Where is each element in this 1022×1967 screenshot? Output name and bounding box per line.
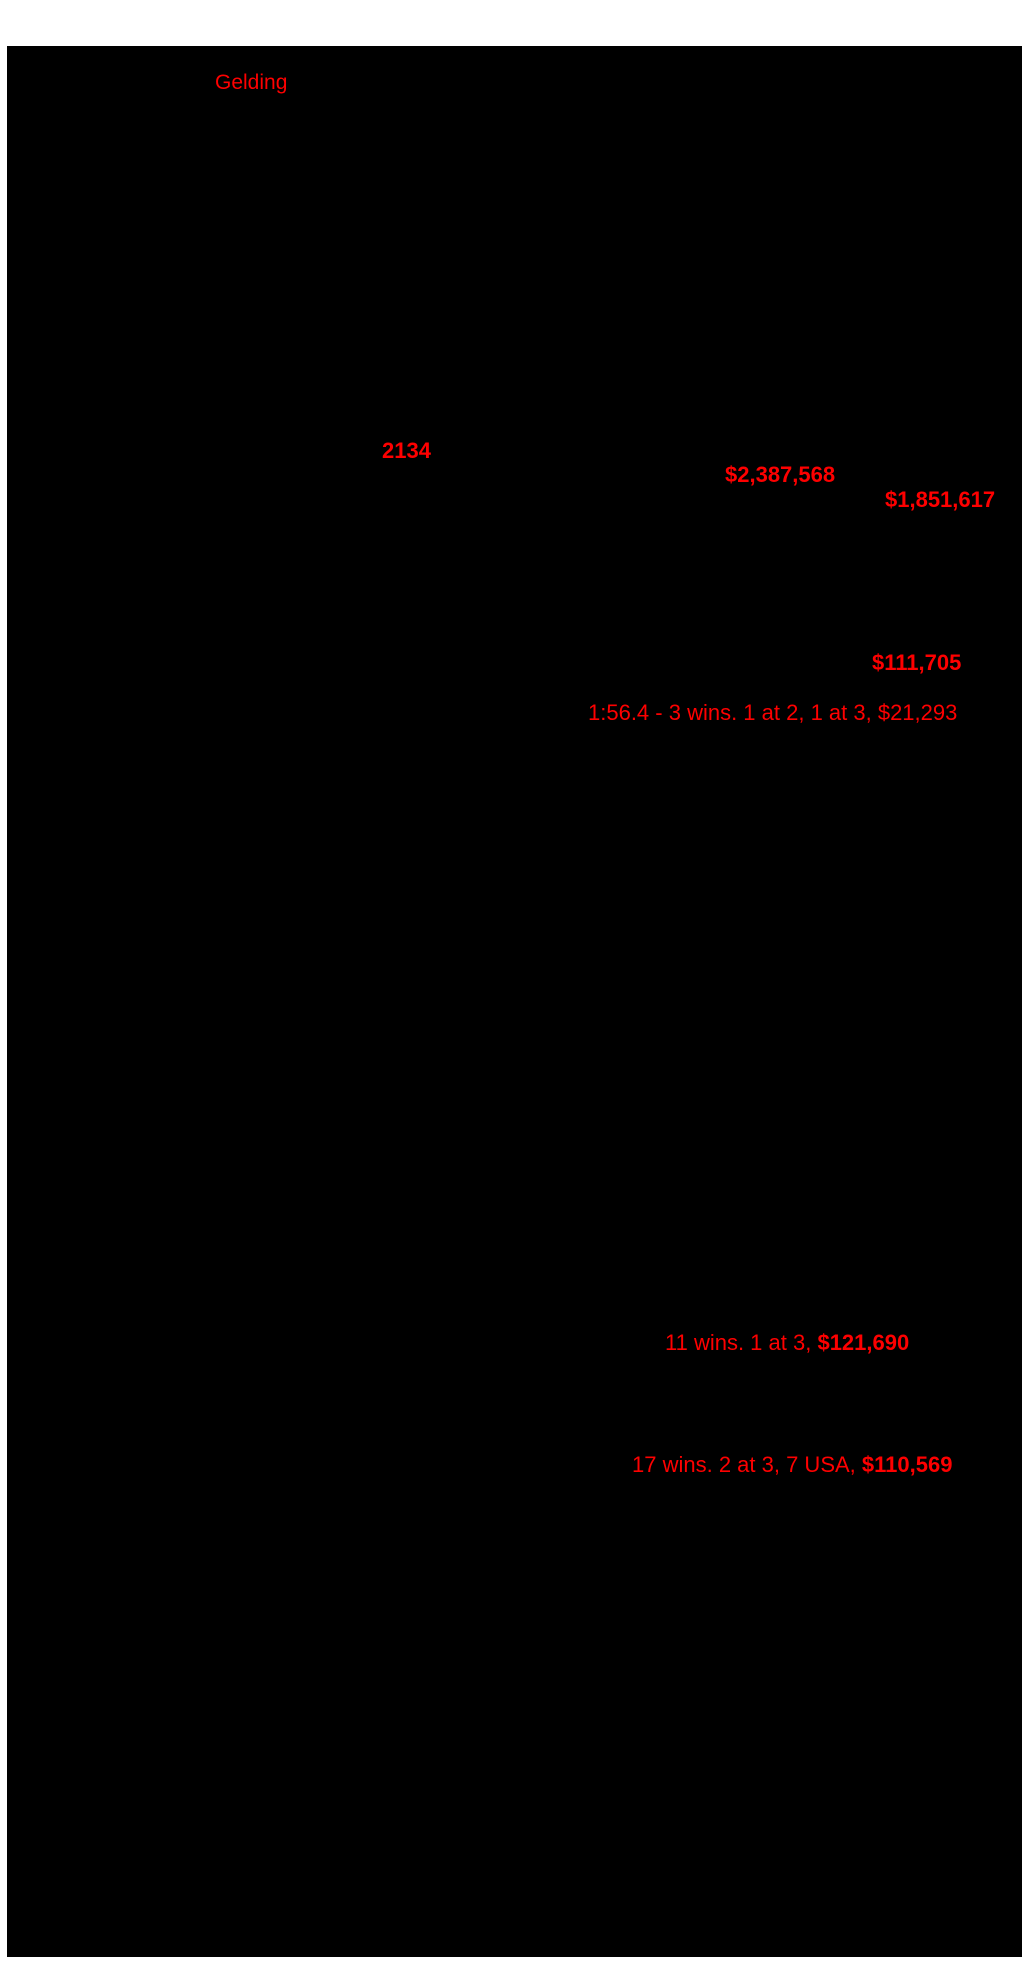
race-record-line-2 (665, 1330, 909, 1356)
race-record-line-2-earnings: $121,690 (817, 1330, 910, 1355)
earnings-amount-3: $111,705 (872, 650, 962, 675)
race-record-line-3 (632, 1452, 952, 1478)
hip-number: 2134 (382, 438, 431, 463)
race-record-line-3-earnings: $110,569 (861, 1452, 953, 1477)
race-record-line-3-text: 17 wins. 2 at 3, 7 USA, (632, 1452, 862, 1477)
earnings-amount-2: $1,851,617 (885, 487, 996, 512)
race-record-line-2-text: 11 wins. 1 at 3, (665, 1330, 818, 1355)
sex-label: Gelding (215, 71, 288, 94)
earnings-amount-1: $2,387,568 (725, 462, 836, 487)
race-record-line-1: 1:56.4 - 3 wins. 1 at 2, 1 at 3, $21,293 (588, 700, 958, 725)
page-content-area (7, 46, 1022, 1957)
